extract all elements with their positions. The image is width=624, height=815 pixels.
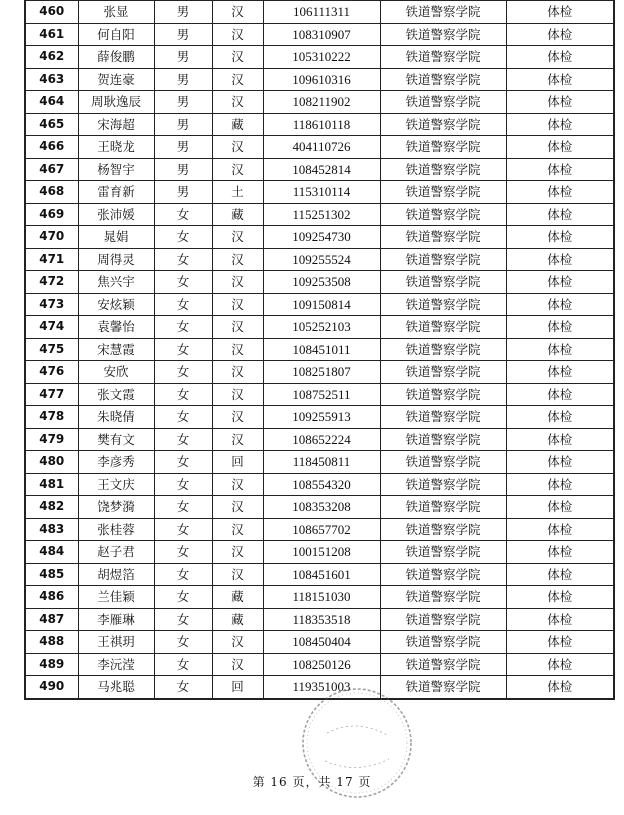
cell-status: 体检 <box>506 293 614 316</box>
cell-status: 体检 <box>506 676 614 699</box>
cell-gender: 女 <box>154 586 212 609</box>
cell-status: 体检 <box>506 181 614 204</box>
cell-row-number: 464 <box>25 91 78 114</box>
cell-row-number: 474 <box>25 316 78 339</box>
cell-row-number: 480 <box>25 451 78 474</box>
cell-ethnicity: 汉 <box>212 293 263 316</box>
table-row <box>25 158 614 181</box>
cell-name: 张显 <box>78 1 154 24</box>
cell-gender: 女 <box>154 428 212 451</box>
cell-ethnicity: 汉 <box>212 383 263 406</box>
table-row <box>25 406 614 429</box>
cell-status: 体检 <box>506 361 614 384</box>
cell-ethnicity: 回 <box>212 676 263 699</box>
cell-institution: 铁道警察学院 <box>380 406 506 429</box>
cell-exam-id: 118151030 <box>263 586 380 609</box>
cell-institution: 铁道警察学院 <box>380 68 506 91</box>
cell-ethnicity: 汉 <box>212 316 263 339</box>
cell-ethnicity: 回 <box>212 451 263 474</box>
cell-name: 马兆聪 <box>78 676 154 699</box>
cell-exam-id: 109255913 <box>263 406 380 429</box>
cell-ethnicity: 汉 <box>212 563 263 586</box>
cell-exam-id: 108310907 <box>263 23 380 46</box>
cell-name: 杨智宇 <box>78 158 154 181</box>
cell-name: 赵子君 <box>78 541 154 564</box>
cell-row-number: 479 <box>25 428 78 451</box>
cell-ethnicity: 藏 <box>212 113 263 136</box>
cell-ethnicity: 汉 <box>212 496 263 519</box>
cell-name: 安炫颖 <box>78 293 154 316</box>
cell-institution: 铁道警察学院 <box>380 586 506 609</box>
cell-ethnicity: 汉 <box>212 653 263 676</box>
cell-institution: 铁道警察学院 <box>380 316 506 339</box>
cell-exam-id: 109610316 <box>263 68 380 91</box>
cell-exam-id: 115251302 <box>263 203 380 226</box>
cell-row-number: 488 <box>25 631 78 654</box>
cell-row-number: 472 <box>25 271 78 294</box>
cell-status: 体检 <box>506 428 614 451</box>
cell-exam-id: 118353518 <box>263 608 380 631</box>
cell-gender: 女 <box>154 203 212 226</box>
cell-exam-id: 108451601 <box>263 563 380 586</box>
cell-ethnicity: 汉 <box>212 248 263 271</box>
cell-exam-id: 118450811 <box>263 451 380 474</box>
cell-status: 体检 <box>506 203 614 226</box>
cell-status: 体检 <box>506 473 614 496</box>
cell-institution: 铁道警察学院 <box>380 226 506 249</box>
cell-gender: 女 <box>154 361 212 384</box>
cell-exam-id: 109253508 <box>263 271 380 294</box>
cell-exam-id: 108211902 <box>263 91 380 114</box>
table-row <box>25 541 614 564</box>
cell-gender: 女 <box>154 248 212 271</box>
cell-row-number: 481 <box>25 473 78 496</box>
table-row <box>25 68 614 91</box>
cell-gender: 男 <box>154 158 212 181</box>
table-row <box>25 608 614 631</box>
cell-name: 宋海超 <box>78 113 154 136</box>
cell-gender: 女 <box>154 226 212 249</box>
cell-exam-id: 108353208 <box>263 496 380 519</box>
cell-row-number: 489 <box>25 653 78 676</box>
table-row <box>25 203 614 226</box>
cell-row-number: 460 <box>25 1 78 24</box>
cell-row-number: 484 <box>25 541 78 564</box>
cell-row-number: 486 <box>25 586 78 609</box>
cell-institution: 铁道警察学院 <box>380 428 506 451</box>
cell-name: 李雁琳 <box>78 608 154 631</box>
cell-gender: 女 <box>154 316 212 339</box>
cell-row-number: 485 <box>25 563 78 586</box>
cell-status: 体检 <box>506 496 614 519</box>
cell-status: 体检 <box>506 338 614 361</box>
cell-row-number: 462 <box>25 46 78 69</box>
cell-gender: 女 <box>154 518 212 541</box>
cell-row-number: 469 <box>25 203 78 226</box>
table-row <box>25 518 614 541</box>
cell-row-number: 487 <box>25 608 78 631</box>
cell-row-number: 482 <box>25 496 78 519</box>
cell-ethnicity: 汉 <box>212 158 263 181</box>
cell-gender: 女 <box>154 496 212 519</box>
cell-gender: 女 <box>154 563 212 586</box>
table-row <box>25 428 614 451</box>
cell-ethnicity: 汉 <box>212 46 263 69</box>
cell-row-number: 467 <box>25 158 78 181</box>
cell-status: 体检 <box>506 91 614 114</box>
cell-name: 李沅滢 <box>78 653 154 676</box>
cell-name: 安欣 <box>78 361 154 384</box>
cell-institution: 铁道警察学院 <box>380 451 506 474</box>
cell-row-number: 466 <box>25 136 78 159</box>
cell-name: 王晓龙 <box>78 136 154 159</box>
table-row <box>25 631 614 654</box>
cell-name: 兰佳颖 <box>78 586 154 609</box>
cell-exam-id: 106111311 <box>263 1 380 24</box>
cell-status: 体检 <box>506 1 614 24</box>
cell-status: 体检 <box>506 541 614 564</box>
cell-name: 焦兴宇 <box>78 271 154 294</box>
cell-status: 体检 <box>506 23 614 46</box>
cell-gender: 男 <box>154 113 212 136</box>
cell-institution: 铁道警察学院 <box>380 158 506 181</box>
cell-row-number: 463 <box>25 68 78 91</box>
cell-ethnicity: 藏 <box>212 203 263 226</box>
cell-institution: 铁道警察学院 <box>380 248 506 271</box>
cell-name: 周耿逸辰 <box>78 91 154 114</box>
cell-institution: 铁道警察学院 <box>380 203 506 226</box>
cell-row-number: 468 <box>25 181 78 204</box>
cell-gender: 男 <box>154 1 212 24</box>
cell-institution: 铁道警察学院 <box>380 473 506 496</box>
cell-gender: 男 <box>154 46 212 69</box>
cell-gender: 男 <box>154 181 212 204</box>
cell-status: 体检 <box>506 46 614 69</box>
cell-status: 体检 <box>506 586 614 609</box>
cell-gender: 男 <box>154 91 212 114</box>
cell-institution: 铁道警察学院 <box>380 676 506 699</box>
cell-gender: 女 <box>154 338 212 361</box>
cell-ethnicity: 汉 <box>212 338 263 361</box>
table-row <box>25 91 614 114</box>
cell-ethnicity: 土 <box>212 181 263 204</box>
cell-institution: 铁道警察学院 <box>380 653 506 676</box>
cell-status: 体检 <box>506 631 614 654</box>
cell-name: 张桂蓉 <box>78 518 154 541</box>
cell-institution: 铁道警察学院 <box>380 361 506 384</box>
cell-gender: 女 <box>154 271 212 294</box>
cell-name: 王祺玥 <box>78 631 154 654</box>
cell-ethnicity: 汉 <box>212 473 263 496</box>
cell-row-number: 465 <box>25 113 78 136</box>
cell-gender: 女 <box>154 653 212 676</box>
cell-status: 体检 <box>506 158 614 181</box>
cell-name: 朱晓倩 <box>78 406 154 429</box>
table-row <box>25 361 614 384</box>
cell-name: 李彦秀 <box>78 451 154 474</box>
cell-gender: 男 <box>154 136 212 159</box>
table-row <box>25 586 614 609</box>
cell-row-number: 475 <box>25 338 78 361</box>
cell-institution: 铁道警察学院 <box>380 46 506 69</box>
table-row <box>25 181 614 204</box>
table-row <box>25 1 614 24</box>
cell-exam-id: 115310114 <box>263 181 380 204</box>
cell-name: 贺连豪 <box>78 68 154 91</box>
cell-institution: 铁道警察学院 <box>380 271 506 294</box>
cell-ethnicity: 汉 <box>212 136 263 159</box>
cell-name: 雷育新 <box>78 181 154 204</box>
cell-ethnicity: 汉 <box>212 541 263 564</box>
cell-ethnicity: 汉 <box>212 226 263 249</box>
table-row <box>25 226 614 249</box>
page-number-footer: 第 16 页，共 17 页 <box>252 775 372 789</box>
cell-name: 袁馨怡 <box>78 316 154 339</box>
cell-ethnicity: 汉 <box>212 518 263 541</box>
table-row <box>25 46 614 69</box>
cell-exam-id: 118610118 <box>263 113 380 136</box>
cell-ethnicity: 汉 <box>212 406 263 429</box>
cell-gender: 女 <box>154 473 212 496</box>
cell-institution: 铁道警察学院 <box>380 541 506 564</box>
cell-exam-id: 108451011 <box>263 338 380 361</box>
candidate-table-body <box>25 1 614 699</box>
cell-name: 张沛媛 <box>78 203 154 226</box>
cell-gender: 女 <box>154 451 212 474</box>
cell-exam-id: 109150814 <box>263 293 380 316</box>
cell-institution: 铁道警察学院 <box>380 338 506 361</box>
cell-name: 张文霞 <box>78 383 154 406</box>
table-row <box>25 338 614 361</box>
table-row <box>25 136 614 159</box>
table-row <box>25 563 614 586</box>
cell-row-number: 483 <box>25 518 78 541</box>
cell-institution: 铁道警察学院 <box>380 1 506 24</box>
cell-ethnicity: 汉 <box>212 631 263 654</box>
cell-status: 体检 <box>506 518 614 541</box>
cell-ethnicity: 汉 <box>212 91 263 114</box>
cell-gender: 女 <box>154 608 212 631</box>
table-row <box>25 653 614 676</box>
cell-row-number: 490 <box>25 676 78 699</box>
cell-ethnicity: 汉 <box>212 428 263 451</box>
cell-exam-id: 108251807 <box>263 361 380 384</box>
cell-status: 体检 <box>506 271 614 294</box>
table-row <box>25 113 614 136</box>
cell-institution: 铁道警察学院 <box>380 563 506 586</box>
cell-exam-id: 100151208 <box>263 541 380 564</box>
cell-status: 体检 <box>506 406 614 429</box>
cell-name: 晁娟 <box>78 226 154 249</box>
table-row <box>25 248 614 271</box>
cell-row-number: 478 <box>25 406 78 429</box>
cell-institution: 铁道警察学院 <box>380 518 506 541</box>
cell-name: 王文庆 <box>78 473 154 496</box>
cell-ethnicity: 汉 <box>212 23 263 46</box>
cell-row-number: 470 <box>25 226 78 249</box>
cell-status: 体检 <box>506 248 614 271</box>
cell-gender: 男 <box>154 23 212 46</box>
table-row <box>25 496 614 519</box>
cell-exam-id: 105252103 <box>263 316 380 339</box>
cell-row-number: 471 <box>25 248 78 271</box>
cell-status: 体检 <box>506 383 614 406</box>
table-row <box>25 676 614 699</box>
cell-exam-id: 108652224 <box>263 428 380 451</box>
cell-ethnicity: 汉 <box>212 361 263 384</box>
cell-row-number: 473 <box>25 293 78 316</box>
cell-gender: 女 <box>154 631 212 654</box>
cell-gender: 女 <box>154 293 212 316</box>
cell-gender: 女 <box>154 541 212 564</box>
cell-row-number: 477 <box>25 383 78 406</box>
cell-gender: 女 <box>154 676 212 699</box>
table-row <box>25 316 614 339</box>
table-row <box>25 293 614 316</box>
cell-status: 体检 <box>506 136 614 159</box>
cell-exam-id: 108450404 <box>263 631 380 654</box>
cell-institution: 铁道警察学院 <box>380 91 506 114</box>
cell-ethnicity: 汉 <box>212 68 263 91</box>
cell-exam-id: 108452814 <box>263 158 380 181</box>
cell-status: 体检 <box>506 226 614 249</box>
table-row <box>25 23 614 46</box>
cell-name: 宋慧霞 <box>78 338 154 361</box>
cell-name: 樊有文 <box>78 428 154 451</box>
cell-name: 饶梦漪 <box>78 496 154 519</box>
cell-name: 胡煜箔 <box>78 563 154 586</box>
cell-institution: 铁道警察学院 <box>380 181 506 204</box>
cell-status: 体检 <box>506 608 614 631</box>
cell-institution: 铁道警察学院 <box>380 608 506 631</box>
cell-status: 体检 <box>506 563 614 586</box>
table-row <box>25 271 614 294</box>
cell-institution: 铁道警察学院 <box>380 631 506 654</box>
cell-row-number: 461 <box>25 23 78 46</box>
cell-exam-id: 109254730 <box>263 226 380 249</box>
table-row <box>25 383 614 406</box>
cell-institution: 铁道警察学院 <box>380 113 506 136</box>
cell-institution: 铁道警察学院 <box>380 383 506 406</box>
cell-status: 体检 <box>506 451 614 474</box>
cell-gender: 女 <box>154 383 212 406</box>
cell-name: 薛俊鹏 <box>78 46 154 69</box>
cell-ethnicity: 汉 <box>212 271 263 294</box>
cell-status: 体检 <box>506 68 614 91</box>
cell-institution: 铁道警察学院 <box>380 293 506 316</box>
cell-exam-id: 108250126 <box>263 653 380 676</box>
table-row <box>25 473 614 496</box>
cell-ethnicity: 藏 <box>212 608 263 631</box>
cell-institution: 铁道警察学院 <box>380 23 506 46</box>
cell-row-number: 476 <box>25 361 78 384</box>
cell-status: 体检 <box>506 653 614 676</box>
cell-gender: 女 <box>154 406 212 429</box>
cell-exam-id: 105310222 <box>263 46 380 69</box>
cell-name: 周得灵 <box>78 248 154 271</box>
cell-exam-id: 404110726 <box>263 136 380 159</box>
cell-ethnicity: 汉 <box>212 1 263 24</box>
cell-gender: 男 <box>154 68 212 91</box>
cell-ethnicity: 藏 <box>212 586 263 609</box>
cell-institution: 铁道警察学院 <box>380 496 506 519</box>
cell-exam-id: 119351003 <box>263 676 380 699</box>
table-row <box>25 451 614 474</box>
cell-status: 体检 <box>506 316 614 339</box>
cell-exam-id: 108752511 <box>263 383 380 406</box>
cell-exam-id: 108554320 <box>263 473 380 496</box>
cell-name: 何自阳 <box>78 23 154 46</box>
cell-status: 体检 <box>506 113 614 136</box>
candidate-table <box>24 0 615 700</box>
cell-institution: 铁道警察学院 <box>380 136 506 159</box>
cell-exam-id: 109255524 <box>263 248 380 271</box>
cell-exam-id: 108657702 <box>263 518 380 541</box>
